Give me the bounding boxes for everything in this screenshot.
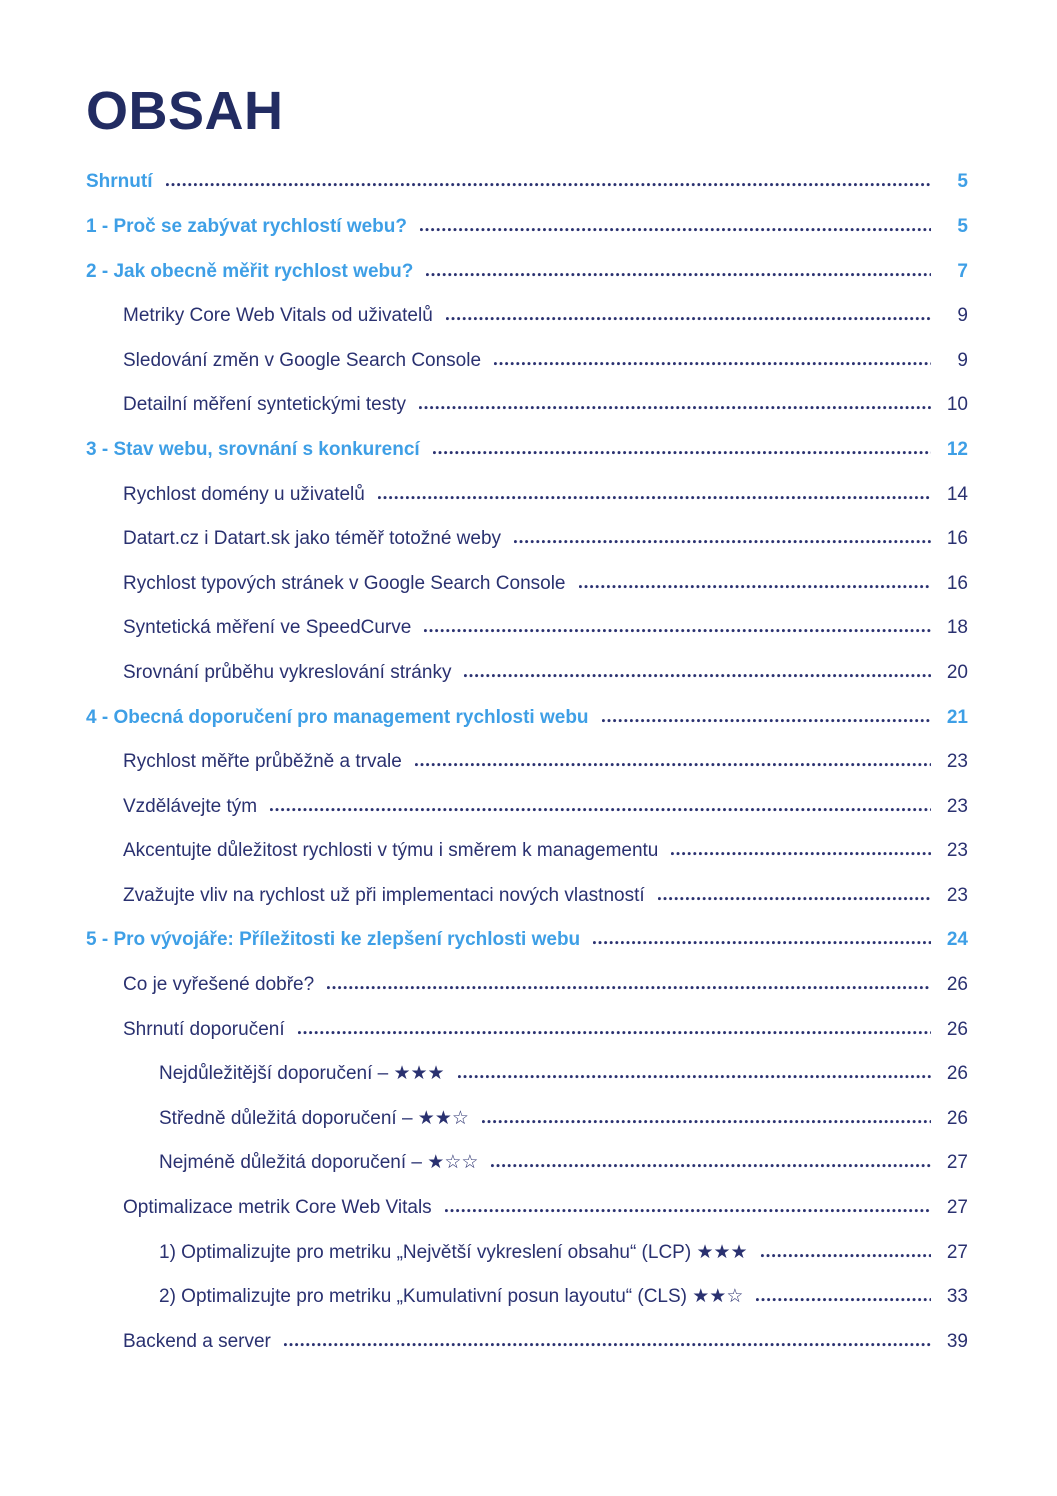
toc-row[interactable]	[86, 972, 968, 999]
toc-entry-label[interactable]: Detailní měření syntetickými testy	[123, 394, 406, 416]
toc-row[interactable]	[86, 1106, 968, 1133]
page-title: OBSAH	[86, 81, 284, 141]
toc-entry-page[interactable]: 9	[957, 305, 968, 327]
toc-entry-page[interactable]: 9	[957, 349, 968, 371]
dot-leader	[602, 719, 931, 723]
toc-entry-page[interactable]: 27	[946, 1152, 968, 1174]
toc-row[interactable]	[86, 526, 968, 553]
dot-leader	[419, 406, 931, 410]
toc-entry-page[interactable]: 14	[946, 483, 968, 505]
dot-leader	[378, 496, 931, 500]
toc-entry-label[interactable]: 2 - Jak obecně měřit rychlost webu?	[86, 260, 414, 282]
toc-row[interactable]	[86, 794, 968, 821]
toc-row[interactable]	[86, 214, 968, 241]
toc-row[interactable]	[86, 392, 968, 419]
toc-entry-label[interactable]: 3 - Stav webu, srovnání s konkurencí	[86, 438, 420, 460]
toc-entry-label[interactable]: Syntetická měření ve SpeedCurve	[123, 617, 412, 639]
toc-entry-page[interactable]: 23	[946, 884, 968, 906]
toc-entry-page[interactable]: 26	[946, 974, 968, 996]
toc-entry-label[interactable]: Shrnutí	[86, 171, 153, 193]
toc-entry-page[interactable]: 26	[946, 1018, 968, 1040]
dot-leader	[491, 1164, 931, 1168]
dot-leader	[458, 1075, 931, 1079]
toc-entry-label[interactable]: Rychlost měřte průběžně a trvale	[123, 751, 402, 773]
toc-list	[86, 169, 968, 1355]
toc-entry-page[interactable]: 26	[946, 1107, 968, 1129]
toc-row[interactable]	[86, 1284, 968, 1311]
dot-leader	[426, 273, 931, 277]
toc-entry-label[interactable]: 2) Optimalizujte pro metriku „Kumulativní posun layoutu“ (CLS) ★★☆	[159, 1286, 744, 1308]
toc-entry-page[interactable]: 27	[946, 1197, 968, 1219]
toc-entry-label[interactable]: Nejdůležitější doporučení – ★★★	[159, 1063, 445, 1085]
toc-entry-label[interactable]: Akcentujte důležitost rychlosti v týmu i směrem k managementu	[123, 840, 659, 862]
dot-leader	[327, 986, 931, 990]
toc-row[interactable]	[86, 615, 968, 642]
toc-entry-page[interactable]: 23	[946, 840, 968, 862]
toc-row[interactable]	[86, 1329, 968, 1356]
dot-leader	[415, 763, 931, 767]
toc-entry-label[interactable]: 5 - Pro vývojáře: Příležitosti ke zlepšení rychlosti webu	[86, 929, 581, 951]
toc-row[interactable]	[86, 259, 968, 286]
toc-entry-label[interactable]: Zvažujte vliv na rychlost už při implementaci nových vlastností	[123, 884, 645, 906]
dot-leader	[514, 540, 931, 544]
toc-entry-label[interactable]: Rychlost domény u uživatelů	[123, 483, 365, 505]
toc-entry-page[interactable]: 5	[957, 171, 968, 193]
toc-entry-page[interactable]: 26	[946, 1063, 968, 1085]
toc-entry-label[interactable]: Srovnání průběhu vykreslování stránky	[123, 661, 452, 683]
toc-entry-page[interactable]: 39	[946, 1330, 968, 1352]
dot-leader	[424, 629, 931, 633]
dot-leader	[284, 1343, 931, 1347]
toc-row[interactable]	[86, 348, 968, 375]
toc-entry-page[interactable]: 7	[957, 260, 968, 282]
toc-row[interactable]	[86, 660, 968, 687]
toc-row[interactable]	[86, 571, 968, 598]
toc-row[interactable]	[86, 1195, 968, 1222]
toc-entry-page[interactable]: 24	[946, 929, 968, 951]
toc-entry-label[interactable]: Backend a server	[123, 1330, 271, 1352]
toc-entry-page[interactable]: 27	[946, 1241, 968, 1263]
toc-entry-label[interactable]: Sledování změn v Google Search Console	[123, 349, 482, 371]
toc-entry-page[interactable]: 33	[946, 1286, 968, 1308]
toc-entry-label[interactable]: 1) Optimalizujte pro metriku „Největší vykreslení obsahu“ (LCP) ★★★	[159, 1241, 748, 1263]
toc-entry-label[interactable]: Rychlost typových stránek v Google Search Console	[123, 572, 566, 594]
toc-row[interactable]	[86, 437, 968, 464]
dot-leader	[482, 1120, 931, 1124]
toc-entry-page[interactable]: 12	[946, 438, 968, 460]
toc-row[interactable]	[86, 1240, 968, 1267]
toc-entry-page[interactable]: 18	[946, 617, 968, 639]
toc-entry-label[interactable]: 1 - Proč se zabývat rychlostí webu?	[86, 215, 407, 237]
toc-row[interactable]	[86, 1061, 968, 1088]
dot-leader	[433, 451, 931, 455]
toc-entry-label[interactable]: Metriky Core Web Vitals od uživatelů	[123, 305, 433, 327]
dot-leader	[464, 674, 931, 678]
toc-entry-label[interactable]: Středně důležitá doporučení – ★★☆	[159, 1107, 469, 1129]
toc-entry-page[interactable]: 23	[946, 795, 968, 817]
toc-entry-page[interactable]: 23	[946, 751, 968, 773]
dot-leader	[420, 228, 931, 232]
dot-leader	[445, 1209, 931, 1213]
toc-row[interactable]	[86, 705, 968, 732]
toc-entry-page[interactable]: 10	[946, 394, 968, 416]
dot-leader	[756, 1298, 931, 1302]
dot-leader	[658, 897, 931, 901]
toc-entry-label[interactable]: Shrnutí doporučení	[123, 1018, 285, 1040]
toc-row[interactable]	[86, 749, 968, 776]
toc-row[interactable]	[86, 482, 968, 509]
toc-row[interactable]	[86, 303, 968, 330]
dot-leader	[446, 317, 931, 321]
toc-entry-label[interactable]: 4 - Obecná doporučení pro management rychlosti webu	[86, 706, 589, 728]
toc-row[interactable]	[86, 883, 968, 910]
dot-leader	[494, 362, 931, 366]
dot-leader	[579, 585, 932, 589]
toc-entry-label[interactable]: Vzdělávejte tým	[123, 795, 258, 817]
toc-entry-page[interactable]: 5	[957, 215, 968, 237]
toc-row[interactable]	[86, 169, 968, 196]
dot-leader	[270, 808, 931, 812]
dot-leader	[298, 1031, 931, 1035]
dot-leader	[593, 941, 931, 945]
toc-entry-page[interactable]: 16	[946, 528, 968, 550]
toc-entry-page[interactable]: 21	[946, 706, 968, 728]
toc-row[interactable]	[86, 838, 968, 865]
dot-leader	[761, 1254, 931, 1258]
toc-entry-label[interactable]: Nejméně důležitá doporučení – ★☆☆	[159, 1152, 479, 1174]
dot-leader	[166, 183, 932, 187]
toc-row[interactable]	[86, 927, 968, 954]
toc-row[interactable]	[86, 1150, 968, 1177]
toc-entry-label[interactable]: Optimalizace metrik Core Web Vitals	[123, 1197, 432, 1219]
dot-leader	[671, 852, 931, 856]
toc-entry-page[interactable]: 16	[946, 572, 968, 594]
toc-entry-page[interactable]: 20	[946, 661, 968, 683]
toc-entry-label[interactable]: Co je vyřešené dobře?	[123, 974, 315, 996]
toc-entry-label[interactable]: Datart.cz i Datart.sk jako téměř totožné weby	[123, 528, 502, 550]
toc-row[interactable]	[86, 1017, 968, 1044]
